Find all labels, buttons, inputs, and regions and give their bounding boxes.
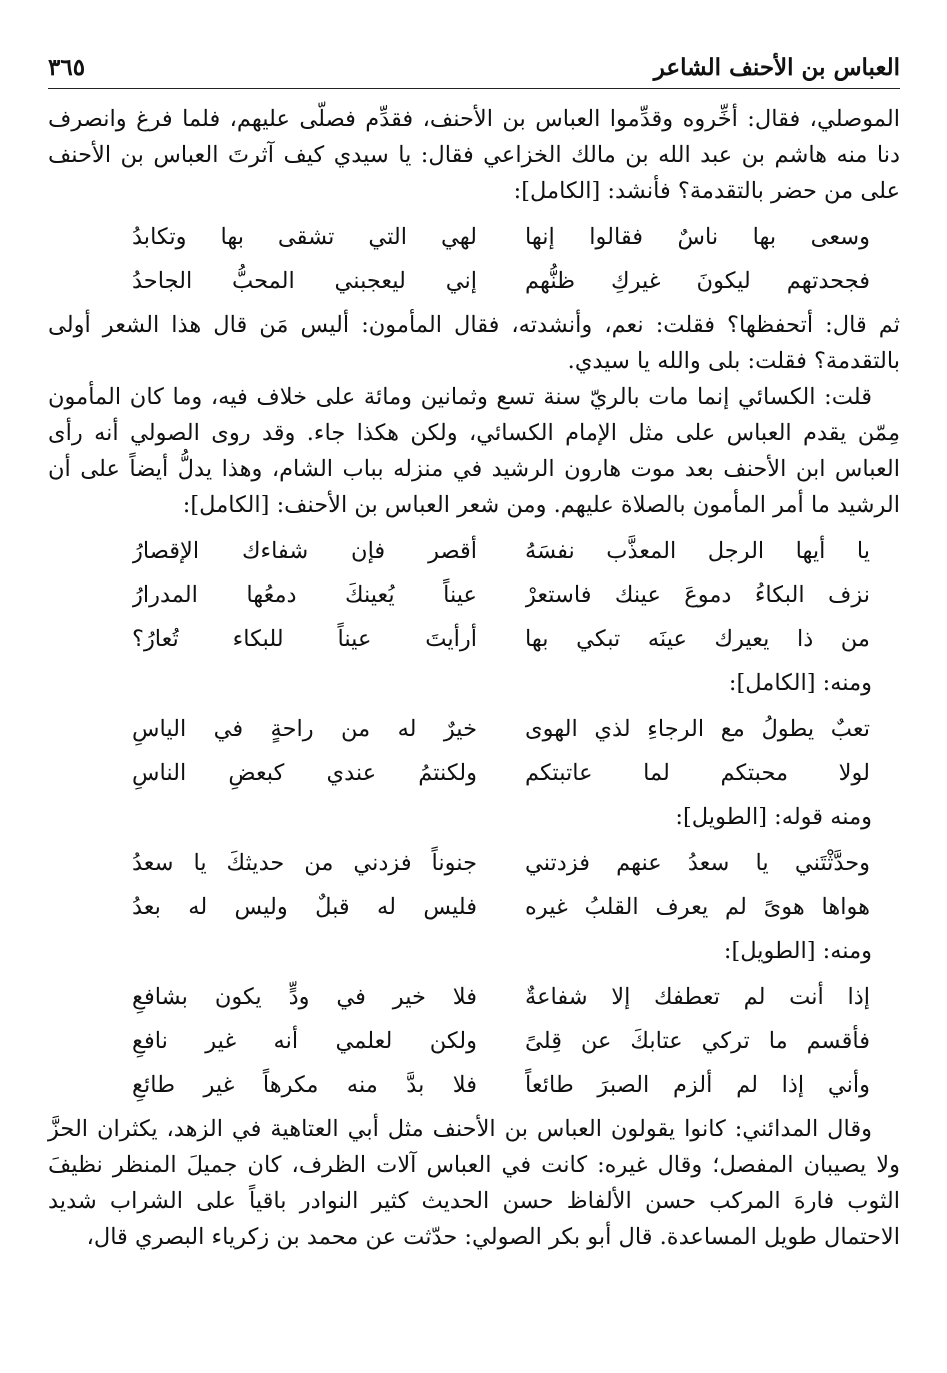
hemistich-second: أرأيتَ عيناً للبكاء تُعارُ؟ (132, 626, 477, 652)
hemistich-second: فليس له قبلٌ وليس له بعدُ (132, 894, 477, 920)
hemistich-second: خيرٌ له من راحةٍ في الياسِ (132, 716, 477, 742)
verse-line (48, 975, 900, 1019)
running-header (48, 48, 900, 89)
hemistich-second: فلا بدَّ منه مكرهاً غير طائعِ (132, 1072, 477, 1098)
hemistich-second: عيناً يُعينكَ دمعُها المدرارُ (132, 582, 477, 608)
hemistich-first: وأني إذا لم ألزم الصبرَ طائعاً (525, 1072, 870, 1098)
hemistich-first: فأقسم ما تركي عتابكَ عن قِلىً (525, 1028, 870, 1054)
hemistich-first: نزف البكاءُ دموعَ عينك فاستعرْ (525, 582, 870, 608)
verse-line (48, 1019, 900, 1063)
hemistich-second: جنوناً فزدني من حديثكَ يا سعدُ (132, 850, 477, 876)
meter-label-3: ومنه: [الطويل]: (723, 938, 872, 964)
hemistich-first: من ذا يعيرك عينَه تبكي بها (525, 626, 870, 652)
book-page (48, 48, 900, 1255)
hemistich-first: فجحدتهم ليكونَ غيركِ ظنُّهم (525, 268, 870, 294)
poem-4 (48, 841, 900, 929)
paragraph-1: الموصلي، فقال: أخِّروه وقدِّموا العباس بن الأحنف، فقدِّم فصلّى عليهم، فلما فرغ وانصرف دنا منه هاشم بن عبد الله بن مالك الخزاعي فقال: يا سيدي كيف آثرتَ العباس بن الأحنف على من حضر بالتقدمة؟ فأنشد: [الكامل]: (48, 106, 900, 204)
verse-line (48, 529, 900, 573)
hemistich-second: إني ليعجبني المحبُّ الجاحدُ (132, 268, 477, 294)
verse-line (48, 751, 900, 795)
hemistich-first: لولا محبتكم لما عاتبتكم (525, 760, 870, 786)
hemistich-second: ولكن لعلمي أنه غير نافعِ (132, 1028, 477, 1054)
hemistich-first: وسعى بها ناسٌ فقالوا إنها (525, 224, 870, 250)
poem-1 (48, 215, 900, 303)
poem-5 (48, 975, 900, 1107)
hemistich-first: وحدَّثْتَني يا سعدُ عنهم فزدتني (525, 850, 870, 876)
hemistich-second: لهي التي تشقى بها وتكابدُ (132, 224, 477, 250)
hemistich-first: هواها هوىً لم يعرف القلبُ غيره (525, 894, 870, 920)
hemistich-second: فلا خير في ودٍّ يكون بشافعِ (132, 984, 477, 1010)
verse-line (48, 1063, 900, 1107)
poem-2 (48, 529, 900, 661)
running-title: العباس بن الأحنف الشاعر (653, 54, 900, 81)
hemistich-second: ولكنتمُ عندي كبعضِ الناسِ (132, 760, 477, 786)
hemistich-first: تعبٌ يطولُ مع الرجاءِ لذي الهوى (525, 716, 870, 742)
paragraph-4: وقال المدائني: كانوا يقولون العباس بن الأحنف مثل أبي العتاهية في الزهد، يكثران الحزَّ ولا يصيبان المفصل؛ وقال غيره: كانت في العباس آلات الظرف، كان جميلَ المنظر نظيفَ الثوب فارهَ المركب حسن الألفاظ حسن الحديث كثير النوادر باقياً على الشراب شديد الاحتمال طويل المساعدة. قال أبو بكر الصولي: حدّثت عن محمد بن زكرياء البصري قال، (48, 1116, 900, 1250)
verse-line (48, 215, 900, 259)
meter-label-2: ومنه قوله: [الطويل]: (675, 804, 872, 830)
verse-line (48, 259, 900, 303)
meter-label-1: ومنه: [الكامل]: (728, 670, 872, 696)
verse-line (48, 841, 900, 885)
paragraph-3: قلت: الكسائي إنما مات بالريّ سنة تسع وثمانين ومائة على خلاف فيه، وما كان المأمون مِمّن يقدم العباس على مثل الإمام الكسائي، ولكن هكذا جاء. وقد روى الصولي أنه رأى العباس ابن الأحنف بعد موت هارون الرشيد في منزله بباب الشام، وهذا يدلُّ أيضاً على أن الرشيد ما أمر المأمون بالصلاة عليهم. ومن شعر العباس بن الأحنف: [الكامل]: (48, 384, 900, 518)
page-number: ٣٦٥ (48, 54, 86, 81)
verse-line (48, 707, 900, 751)
verse-line (48, 617, 900, 661)
hemistich-first: إذا أنت لم تعطفك إلا شفاعةٌ (525, 984, 870, 1010)
paragraph-2: ثم قال: أتحفظها؟ فقلت: نعم، وأنشدته، فقال المأمون: أليس مَن قال هذا الشعر أولى بالتقدمة؟ فقلت: بلى والله يا سيدي. (48, 312, 900, 374)
verse-line (48, 885, 900, 929)
verse-line (48, 573, 900, 617)
hemistich-second: أقصر فإن شفاءك الإقصارُ (132, 538, 477, 564)
hemistich-first: يا أيها الرجل المعذَّب نفسَهُ (525, 538, 870, 564)
page-body (48, 101, 900, 1255)
poem-3 (48, 707, 900, 795)
